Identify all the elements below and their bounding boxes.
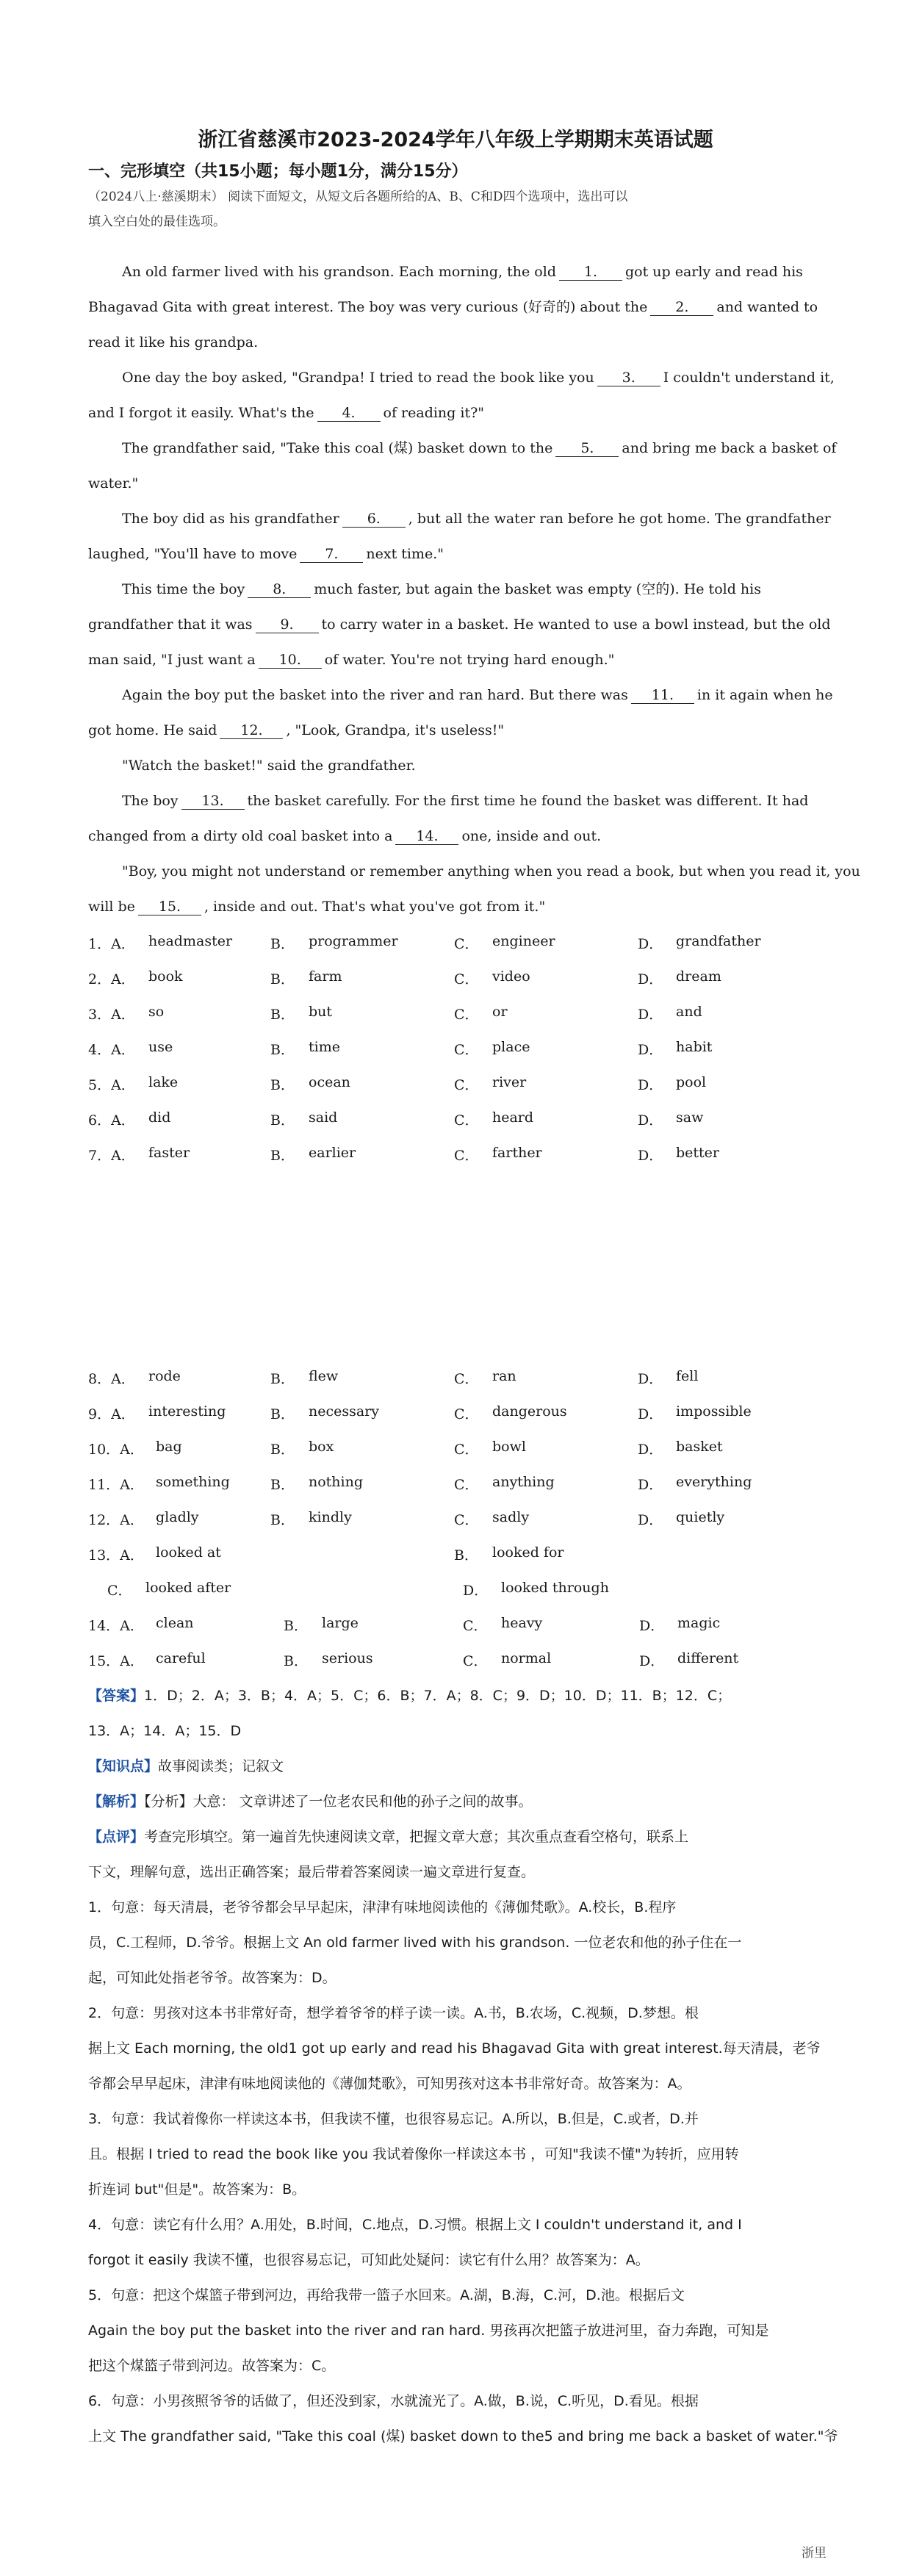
question-row: 11．A． something B． nothing C． anything D． everything (88, 1474, 752, 1493)
option-c[interactable]: engineer (492, 933, 555, 949)
option-a[interactable]: gladly (156, 1509, 199, 1525)
explanation-line: 且。根据 I tried to read the book like you 我试着像你一样读这本书 ，可知"我读不懂"为转折，应用转 (88, 2146, 739, 2162)
blank-14[interactable]: 14. (395, 828, 458, 845)
option-a[interactable]: interesting (148, 1403, 226, 1420)
option-d[interactable]: impossible (676, 1403, 752, 1420)
comment-line: 下文，理解句意，选出正确答案；最后带着答案阅读一遍文章进行复查。 (88, 1864, 536, 1880)
passage-line: grandfather that it was 9. to carry water in a basket. He wanted to use a bowl instead, but the old (88, 616, 831, 633)
explanation-line: 1．句意：每天清晨，老爷爷都会早早起床，津津有味地阅读他的《薄伽梵歌》。A.校长，B.程序 (88, 1899, 677, 1915)
intro-line-1: （2024八上·慈溪期末） 阅读下面短文，从短文后各题所给的A、B、C和D四个选项中，选出可以 (88, 190, 628, 204)
option-b[interactable]: looked for (492, 1544, 564, 1561)
option-d[interactable]: dream (676, 968, 721, 985)
blank-7[interactable]: 7. (300, 546, 363, 563)
option-c[interactable]: dangerous (492, 1403, 567, 1420)
option-d[interactable]: different (677, 1650, 739, 1666)
passage-line: The grandfather said, "Take this coal (煤) basket down to the 5. and bring me back a basket of (122, 440, 837, 456)
passage-line: The boy 13. the basket carefully. For the first time he found the basket was different. It had (122, 793, 809, 809)
option-b[interactable]: flew (309, 1368, 339, 1384)
blank-11[interactable]: 11. (631, 687, 694, 704)
option-c[interactable]: sadly (492, 1509, 530, 1525)
explanation-line: 5．句意：把这个煤篮子带到河边，再给我带一篮子水回来。A.湖，B.海，C.河，D.池。根据后文 (88, 2287, 685, 2303)
option-c[interactable]: looked after (145, 1580, 231, 1596)
question-row: 9．A． interesting B． necessary C． dangerous D． impossible (88, 1403, 752, 1422)
question-row: 14．A． clean B． large C． heavy D． magic (88, 1615, 721, 1634)
option-a[interactable]: so (148, 1004, 165, 1020)
option-a[interactable]: headmaster (148, 933, 233, 949)
option-d[interactable]: pool (676, 1074, 707, 1090)
blank-9[interactable]: 9. (256, 616, 319, 633)
knowledge-line: 【知识点】故事阅读类；记叙文 (88, 1758, 284, 1774)
question-row: 7．A． faster B． earlier C． farther D． better (88, 1145, 720, 1164)
passage-line: The boy did as his grandfather 6. , but all the water ran before he got home. The grandfather (122, 511, 831, 527)
option-b[interactable]: necessary (309, 1403, 380, 1420)
explanation-line: Again the boy put the basket into the river and ran hard. 男孩再次把篮子放进河里，奋力奔跑，可知是 (88, 2323, 769, 2339)
option-c[interactable]: bowl (492, 1439, 526, 1455)
blank-4[interactable]: 4. (317, 405, 381, 422)
option-c[interactable]: ran (492, 1368, 516, 1384)
question-row: 12．A． gladly B． kindly C． sadly D． quietly (88, 1509, 725, 1528)
option-a[interactable]: something (156, 1474, 230, 1490)
option-d[interactable]: magic (677, 1615, 721, 1631)
blank-13[interactable]: 13. (181, 793, 245, 810)
question-row: 15．A． careful B． serious C． normal D． different (88, 1650, 739, 1669)
explanation-line: 把这个煤篮子带到河边。故答案为：C。 (88, 2358, 336, 2374)
intro-line-2: 填入空白处的最佳选项。 (88, 215, 226, 229)
option-c[interactable]: place (492, 1039, 530, 1055)
explanation-line: 2．句意：男孩对这本书非常好奇，想学着爷爷的样子读一读。A.书，B.农场，C.视频，D.梦想。根 (88, 2005, 699, 2021)
option-c[interactable]: heavy (501, 1615, 543, 1631)
option-d[interactable]: better (676, 1145, 720, 1161)
passage-line: One day the boy asked, "Grandpa! I tried to read the book like you 3. I couldn't understand it, (122, 370, 835, 386)
option-a[interactable]: lake (148, 1074, 179, 1090)
question-row: 10．A． bag B． box C． bowl D． basket (88, 1439, 723, 1458)
option-c[interactable]: normal (501, 1650, 552, 1666)
blank-2[interactable]: 2. (650, 299, 713, 316)
option-c[interactable]: heard (492, 1109, 534, 1126)
knowledge-label: 【知识点】 (88, 1758, 159, 1774)
section-heading: 一、完形填空（共15小题；每小题1分，满分15分） (88, 162, 468, 181)
blank-3[interactable]: 3. (597, 370, 660, 386)
option-c[interactable]: farther (492, 1145, 542, 1161)
option-b[interactable]: time (309, 1039, 340, 1055)
answer-label: 【答案】 (88, 1688, 145, 1704)
option-a[interactable]: use (148, 1039, 173, 1055)
option-d[interactable]: looked through (501, 1580, 609, 1596)
passage-line: got home. He said 12. , "Look, Grandpa, it's useless!" (88, 722, 505, 738)
explanation-line: 上文 The grandfather said, "Take this coal (煤) basket down to the5 and bring me back a basket of water."爷 (88, 2428, 838, 2444)
explanation-line: 4．句意：读它有什么用？A.用处，B.时间，C.地点，D.习惯。根据上文 I couldn't understand it, and I (88, 2217, 742, 2233)
option-d[interactable]: everything (676, 1474, 752, 1490)
comment-label: 【点评】 (88, 1829, 145, 1845)
option-a[interactable]: did (148, 1109, 171, 1126)
passage-line: "Boy, you might not understand or remember anything when you read a book, but when you read it, you (122, 863, 860, 879)
option-d[interactable]: and (676, 1004, 702, 1020)
explanation-line: 员，C.工程师，D.爷爷。根据上文 An old farmer lived with his grandson. 一位老农和他的孙子住在一 (88, 1935, 742, 1951)
option-d[interactable]: fell (676, 1368, 699, 1384)
question-row: 1．A． headmaster B． programmer C． engineer D． grandfather (88, 933, 761, 952)
option-a[interactable]: bag (156, 1439, 182, 1455)
option-b[interactable]: programmer (309, 933, 398, 949)
option-d[interactable]: grandfather (676, 933, 761, 949)
explanation-line: 据上文 Each morning, the old1 got up early and read his Bhagavad Gita with great interest.每天清晨，老爷 (88, 2040, 821, 2057)
option-b[interactable]: said (309, 1109, 338, 1126)
passage-line: This time the boy 8. much faster, but again the basket was empty (空的). He told his (122, 581, 761, 597)
page-title: 浙江省慈溪市2023-2024学年八年级上学期期末英语试题 (198, 129, 713, 151)
blank-1[interactable]: 1. (559, 264, 622, 281)
passage-line: Bhagavad Gita with great interest. The boy was very curious (好奇的) about the 2. and wanted to (88, 299, 818, 315)
passage-line: man said, "I just want a 10. of water. You're not trying hard enough." (88, 652, 615, 668)
option-b[interactable]: ocean (309, 1074, 350, 1090)
blank-10[interactable]: 10. (259, 652, 322, 669)
option-c[interactable]: anything (492, 1474, 555, 1490)
option-a[interactable]: rode (148, 1368, 181, 1384)
option-a[interactable]: careful (156, 1650, 206, 1666)
option-c[interactable]: video (492, 968, 530, 985)
option-d[interactable]: saw (676, 1109, 704, 1126)
option-c[interactable]: or (492, 1004, 508, 1020)
blank-6[interactable]: 6. (342, 511, 406, 528)
option-a[interactable]: clean (156, 1615, 194, 1631)
footer-mark: 浙里 (802, 2546, 827, 2561)
option-b[interactable]: box (309, 1439, 334, 1455)
passage-line: read it like his grandpa. (88, 334, 259, 350)
option-b[interactable]: but (309, 1004, 333, 1020)
passage-line: "Watch the basket!" said the grandfather. (122, 758, 416, 774)
passage-line: Again the boy put the basket into the river and ran hard. But there was 11. in it again when he (122, 687, 833, 703)
passage-line: laughed, "You'll have to move 7. next time." (88, 546, 444, 562)
option-b[interactable]: kindly (309, 1509, 352, 1525)
passage-line: changed from a dirty old coal basket into a 14. one, inside and out. (88, 828, 602, 844)
question-row: 2．A． book B． farm C． video D． dream (88, 968, 721, 987)
explanation-line: 爷都会早早起床，津津有味地阅读他的《薄伽梵歌》，可知男孩对这本书非常好奇。故答案为：A。 (88, 2076, 691, 2092)
question-row: 8．A． rode B． flew C． ran D． fell (88, 1368, 699, 1387)
passage-line: and I forgot it easily. What's the 4. of reading it?" (88, 405, 485, 421)
explanation-line: forgot it easily 我读不懂，也很容易忘记，可知此处疑问：读它有什么用？故答案为：A。 (88, 2252, 649, 2268)
option-a[interactable]: faster (148, 1145, 190, 1161)
comment-line: 【点评】考查完形填空。第一遍首先快速阅读文章，把握文章大意；其次重点查看空格句，联系上 (88, 1829, 689, 1845)
option-b[interactable]: large (322, 1615, 359, 1631)
question-row: 5．A． lake B． ocean C． river D． pool (88, 1074, 707, 1093)
option-a[interactable]: book (148, 968, 183, 985)
passage-line: will be 15. , inside and out. That's what you've got from it." (88, 899, 546, 915)
question-row: 3．A． so B． but C． or D． and (88, 1004, 702, 1023)
explanation-line: 3．句意：我试着像你一样读这本书，但我读不懂，也很容易忘记。A.所以，B.但是，C.或者，D.并 (88, 2111, 699, 2127)
blank-12[interactable]: 12. (220, 722, 283, 739)
explanation-line: 起，可知此处指老爷爷。故答案为：D。 (88, 1970, 336, 1986)
blank-5[interactable]: 5. (555, 440, 619, 457)
analysis-line: 【解析】【分析】大意： 文章讲述了一位老农民和他的孙子之间的故事。 (88, 1794, 533, 1810)
question-row: 6．A． did B． said C． heard D． saw (88, 1109, 704, 1129)
option-b[interactable]: serious (322, 1650, 373, 1666)
blank-8[interactable]: 8. (248, 581, 311, 598)
question-row: 4．A． use B． time C． place D． habit (88, 1039, 713, 1058)
option-c[interactable]: river (492, 1074, 527, 1090)
passage-line: An old farmer lived with his grandson. Each morning, the old 1. got up early and read his (122, 264, 803, 280)
option-b[interactable]: farm (309, 968, 342, 985)
option-d[interactable]: basket (676, 1439, 723, 1455)
analysis-label: 【解析】 (88, 1794, 145, 1810)
answer-line: 【答案】1．D；2．A；3．B；4．A；5．C；6．B；7．A；8．C；9．D；10．D；11．B；12．C； (88, 1688, 732, 1704)
option-a[interactable]: looked at (156, 1544, 221, 1561)
option-d[interactable]: quietly (676, 1509, 725, 1525)
option-b[interactable]: nothing (309, 1474, 364, 1490)
question-row: C． looked after D． looked through (107, 1580, 609, 1599)
passage-line: water." (88, 475, 139, 492)
answer-line: 13．A；14．A；15．D (88, 1723, 242, 1739)
explanation-line: 折连词 but"但是"。故答案为：B。 (88, 2181, 306, 2198)
option-d[interactable]: habit (676, 1039, 713, 1055)
explanation-line: 6．句意：小男孩照爷爷的话做了，但还没到家，水就流光了。A.做，B.说，C.听见，D.看见。根据 (88, 2393, 699, 2409)
question-row: 13．A． looked at B． looked for (88, 1544, 564, 1564)
option-b[interactable]: earlier (309, 1145, 356, 1161)
blank-15[interactable]: 15. (138, 899, 201, 915)
